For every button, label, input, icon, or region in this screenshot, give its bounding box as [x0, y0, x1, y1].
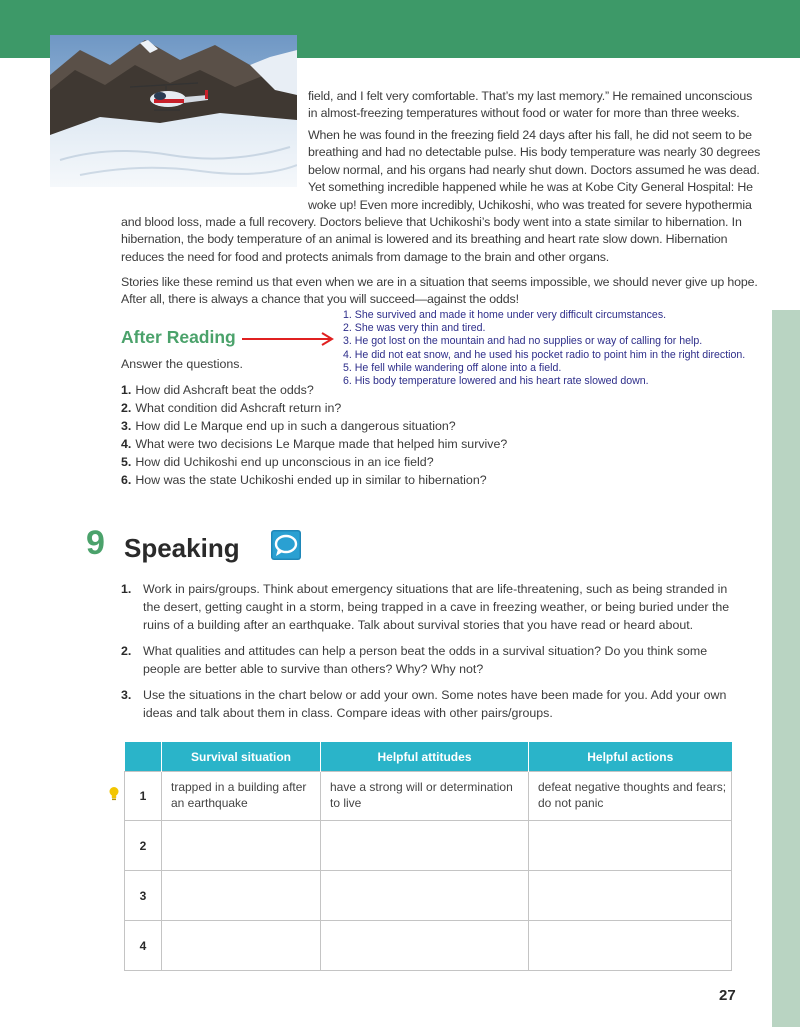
actions-cell[interactable] [529, 871, 732, 921]
actions-cell: defeat negative thoughts and fears; do not panic [529, 772, 732, 821]
after-reading-heading: After Reading [121, 327, 236, 347]
after-reading-instruction: Answer the questions. [121, 357, 243, 371]
actions-cell[interactable] [529, 821, 732, 871]
answer-line: 3. He got lost on the mountain and had no supplies or way of calling for help. [343, 335, 703, 348]
handwritten-answers [343, 309, 745, 388]
speaking-task: 2. What qualities and attitudes can help a person beat the odds in a survival situation? Do you think some people are better able to survive than others? Why? Why not? [121, 644, 708, 676]
attitudes-cell[interactable] [321, 871, 529, 921]
answer-line: 1. She survived and made it home under very difficult circumstances. [343, 309, 667, 321]
row-number: 2 [125, 821, 162, 871]
chart-header-situation: Survival situation [162, 742, 321, 772]
section-title: Speaking [124, 533, 240, 563]
row-number: 3 [125, 871, 162, 921]
attitudes-cell[interactable] [321, 921, 529, 971]
row-number: 4 [125, 921, 162, 971]
answer-line: 6. His body temperature lowered and his heart rate slowed down. [343, 375, 649, 388]
attitudes-cell: have a strong will or determination to live [321, 772, 529, 821]
section-number: 9 [86, 524, 105, 562]
helicopter-glacier-photo [50, 35, 297, 187]
question-item: 6. How was the state Uchikoshi ended up in similar to hibernation? [121, 473, 487, 487]
attitudes-cell[interactable] [321, 821, 529, 871]
question-item: 1. How did Ashcraft beat the odds? [121, 383, 314, 397]
story-paragraph-2: When he was found in the freezing field 24 days after his fall, he did not seem to be breathing and had no detectable pulse. His body temperature was nearly 30 degrees below normal, and his organs had nearly shut down. Doctors assumed he was dead. Yet something incredible happened while he was at Kobe City General Hospital: He woke up! Even more incredibly, Uchikoshi, who was treated for severe hypothermia [308, 128, 761, 212]
question-item: 3. How did Le Marque end up in such a dangerous situation? [121, 419, 456, 433]
situation-cell: trapped in a building after an earthquake [162, 772, 321, 821]
question-list [121, 381, 507, 489]
lightbulb-icon [108, 786, 120, 802]
question-item: 2. What condition did Ashcraft return in? [121, 401, 342, 415]
question-item: 4. What were two decisions Le Marque made that helped him survive? [121, 437, 508, 451]
chart-header-attitudes: Helpful attitudes [321, 742, 529, 772]
speaking-task: 3. Use the situations in the chart below or add your own. Some notes have been made for you. Add your own ideas and talk about them in class. Compare ideas with other pairs/groups. [121, 688, 727, 720]
page-number: 27 [719, 987, 736, 1004]
story-paragraph-1: field, and I felt very comfortable. That’s my last memory.” He remained unconscious in almost-freezing temperatures without food or water for more than three weeks. [308, 89, 753, 121]
story-paragraph-3: Stories like these remind us that even when we are in a situation that seems impossible, we should never give up hope. After all, there is always a chance that you will succeed—against the odds! [121, 275, 758, 307]
table-row [125, 772, 732, 821]
answer-line: 5. He fell while wandering off alone into a field. [343, 361, 562, 374]
table-row [125, 871, 732, 921]
survival-chart [124, 742, 732, 971]
speech-bubble-icon [271, 530, 301, 560]
story-paragraph-2-continued: and blood loss, made a full recovery. Doctors believe that Uchikoshi’s body went into a state similar to hibernation. In hibernation, the body temperature of an animal is lowered and its breathing and heart rate slow down. Hibernation reduces the need for food and protects animals from damage to the brain and other organs. [121, 215, 742, 264]
situation-cell[interactable] [162, 921, 321, 971]
situation-cell[interactable] [162, 871, 321, 921]
table-row [125, 821, 732, 871]
speaking-task: 1. Work in pairs/groups. Think about emergency situations that are life-threatening, such as being stranded in the desert, getting caught in a storm, being trapped in a cave in freezing weather, or being buried under the ruins of a building after an earthquake. Talk about survival stories that you have read or heard about. [121, 582, 730, 632]
answer-line: 2. She was very thin and tired. [343, 322, 486, 335]
chart-header-blank [125, 742, 162, 772]
table-row [125, 921, 732, 971]
situation-cell[interactable] [162, 821, 321, 871]
red-arrow-icon [242, 332, 342, 346]
row-number: 1 [125, 772, 162, 821]
chart-header-actions: Helpful actions [529, 742, 732, 772]
answer-line: 4. He did not eat snow, and he used his pocket radio to point him in the right direction. [343, 348, 746, 361]
speaking-tasks [121, 580, 733, 730]
side-color-band [772, 310, 800, 1027]
actions-cell[interactable] [529, 921, 732, 971]
question-item: 5. How did Uchikoshi end up unconscious in an ice field? [121, 455, 434, 469]
